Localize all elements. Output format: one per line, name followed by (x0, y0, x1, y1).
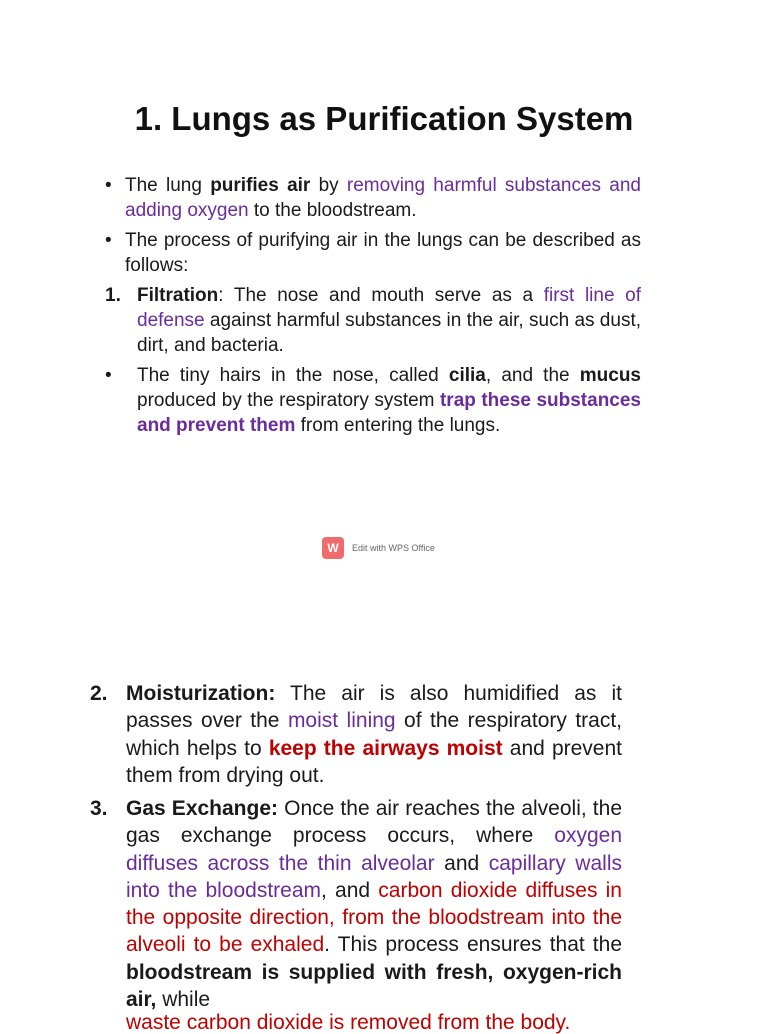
text-run-bold: mucus (579, 365, 641, 386)
text-run-bold: bloodstream is supplied with fresh, oxygen-rich air, (126, 960, 622, 1012)
wps-logo-icon: W (322, 537, 344, 559)
text-run-emphasis: carbon dioxide diffuses in the opposite direction, from the bloodstream into the alveoli to be exhaled (126, 878, 622, 957)
wps-watermark (322, 536, 435, 560)
list-number: 1. (105, 285, 121, 306)
cut-off-line (126, 1011, 626, 1034)
text-run: and (434, 851, 489, 875)
bullet-text (137, 363, 641, 438)
text-run: , and the (485, 365, 580, 386)
text-run: of the respiratory tract, which helps to (126, 709, 622, 760)
text-run-highlight: first line of defense (137, 285, 641, 331)
bullet-process (105, 228, 641, 278)
bullet-marker: • (105, 175, 112, 196)
text-run-highlight: oxygen diffuses across the thin alveolar (126, 824, 622, 875)
text-run: to the bloodstream. (248, 200, 417, 221)
text-run-emphasis: keep the airways moist (268, 736, 503, 760)
cut-off-text: waste carbon dioxide is removed from the body. (126, 1011, 571, 1034)
text-run: while (156, 988, 211, 1012)
item-text (137, 283, 641, 358)
text-run: The air is also humidified as it passes over the (126, 682, 622, 733)
text-run: , and (321, 878, 379, 902)
text-run-highlight: moist lining (287, 709, 396, 733)
text-run: : The nose and mouth serve as a (218, 285, 544, 306)
bullet-text (125, 173, 641, 223)
item-gas-exchange (90, 795, 622, 1013)
item-filtration (105, 283, 641, 358)
text-run: . This process ensures that the (324, 933, 622, 957)
item-text (126, 795, 622, 1013)
bullet-purifies-air (105, 173, 641, 223)
item-text (126, 680, 622, 789)
bullet-cilia (105, 363, 641, 438)
text-run-bold: purifies air (210, 175, 311, 196)
text-run: The lung (125, 175, 211, 196)
list-number: 3. (90, 797, 108, 820)
text-run: and prevent them from drying out. (126, 736, 622, 787)
text-run-highlight: capillary walls into the bloodstream (126, 851, 622, 902)
text-run: produced by the respiratory system (137, 390, 440, 411)
text-run: by (310, 175, 347, 196)
text-run-highlight: removing harmful substances and adding oxygen (125, 175, 641, 221)
text-run: The tiny hairs in the nose, called (137, 365, 449, 386)
text-run: from entering the lungs. (295, 415, 501, 436)
wps-watermark-text: Edit with WPS Office (352, 543, 435, 553)
text-run-bold: Gas Exchange: (126, 797, 279, 820)
text-run-bold: Moisturization: (126, 682, 276, 705)
bullet-text: The process of purifying air in the lungs can be described as follows: (125, 230, 641, 276)
bullet-marker: • (105, 230, 112, 251)
text-run-bold: cilia (448, 365, 486, 386)
text-run: Once the air reaches the alveoli, the gas exchange process occurs, where (126, 797, 622, 848)
list-number: 2. (90, 682, 108, 705)
slide-title: 1. Lungs as Purification System (134, 100, 634, 137)
text-run: against harmful substances in the air, such as dust, dirt, and bacteria. (137, 310, 641, 356)
text-run-bold: Filtration (137, 285, 219, 306)
text-run-highlight: trap these substances and prevent them (137, 390, 641, 436)
item-moisturization (90, 680, 622, 789)
bullet-marker: • (105, 365, 112, 386)
